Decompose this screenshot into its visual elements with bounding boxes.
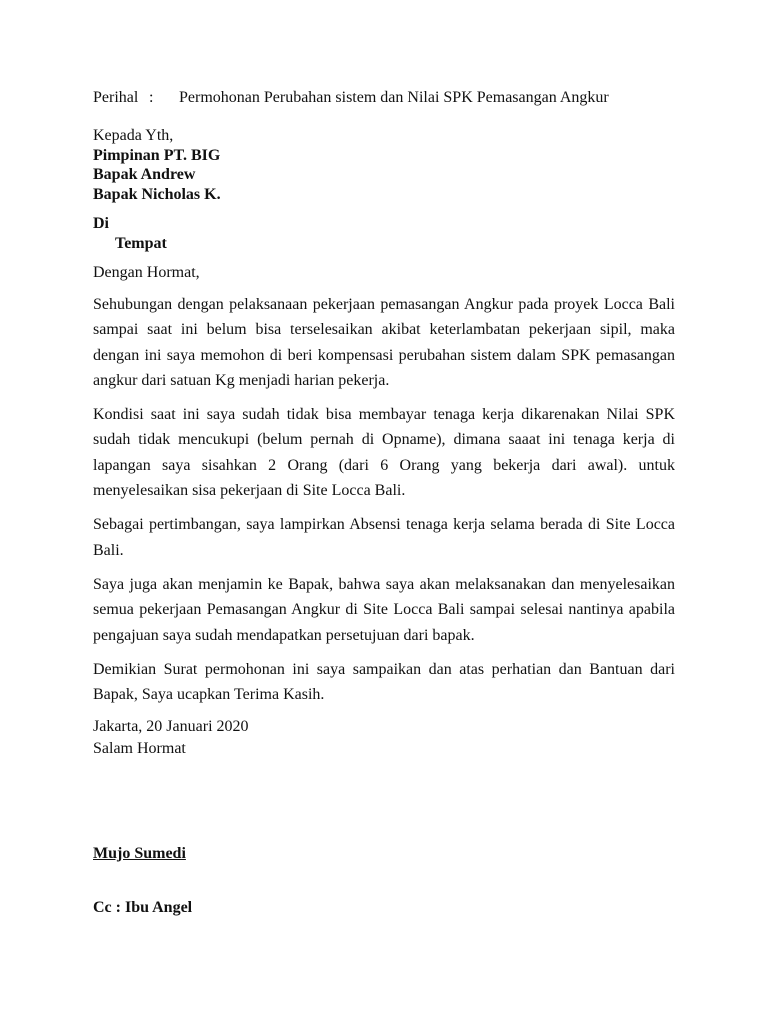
letter-page [93,88,675,916]
recipient-line-nicholas: Bapak Nicholas K. [93,185,221,203]
closing-place-date: Jakarta, 20 Januari 2020 [93,718,249,736]
subject-line [93,88,675,108]
recipient-line-company: Pimpinan PT. BIG [93,146,221,164]
body-paragraph-4: Saya juga akan menjamin ke Bapak, bahwa saya akan melaksanakan dan menyelesaikan semua pekerjaan Pemasangan Angkur di Site Locca Bali sampai selesai nantinya apabila pengajuan saya sudah mendapatkan persetujuan dari bapak. [93,575,675,644]
body-paragraph-1: Sehubungan dengan pelaksanaan pekerjaan pemasangan Angkur pada proyek Locca Bali sampai saat ini belum bisa terselesaikan akibat keterlambatan pekerjaan sipil, maka dengan ini saya memohon di beri kompensasi perubahan sistem dalam SPK pemasangan angkur dari satuan Kg menjadi harian pekerja. [93,296,675,389]
body-paragraph-2: Kondisi saat ini saya sudah tidak bisa membayar tenaga kerja dikarenakan Nilai SPK sudah tidak mencukupi (belum pernah di Opname), dimana saaat ini tenaga kerja di lapangan saya sisahkan 2 Orang (dari 6 Orang yang bekerja dari awal). untuk menyelesaikan sisa pekerjaan di Site Locca Bali. [93,406,675,500]
body-paragraph-3: Sebagai pertimbangan, saya lampirkan Absensi tenaga kerja selama berada di Site Locca Bali. [93,516,675,559]
recipient-line-andrew: Bapak Andrew [93,166,196,183]
subject-label: Perihal [93,89,139,106]
location-block [93,214,675,254]
location-tempat: Tempat [115,235,167,252]
body-paragraph-5: Demikian Surat permohonan ini saya sampaikan dan atas perhatian dan Bantuan dari Bapak, Saya ucapkan Terima Kasih. [93,660,675,704]
closing-regards: Salam Hormat [93,740,186,758]
recipient-salutation: Kepada Yth, [93,127,174,144]
cc-line: Cc : Ibu Angel [93,899,193,916]
subject-separator: : [149,89,154,106]
closing-block [93,716,675,760]
greeting: Dengan Hormat, [93,264,200,281]
signer-name: Mujo Sumedi [93,845,186,862]
subject-text: Permohonan Perubahan sistem dan Nilai SPK Pemasangan Angkur [179,89,609,106]
recipient-block [93,126,675,204]
location-di: Di [93,215,109,232]
